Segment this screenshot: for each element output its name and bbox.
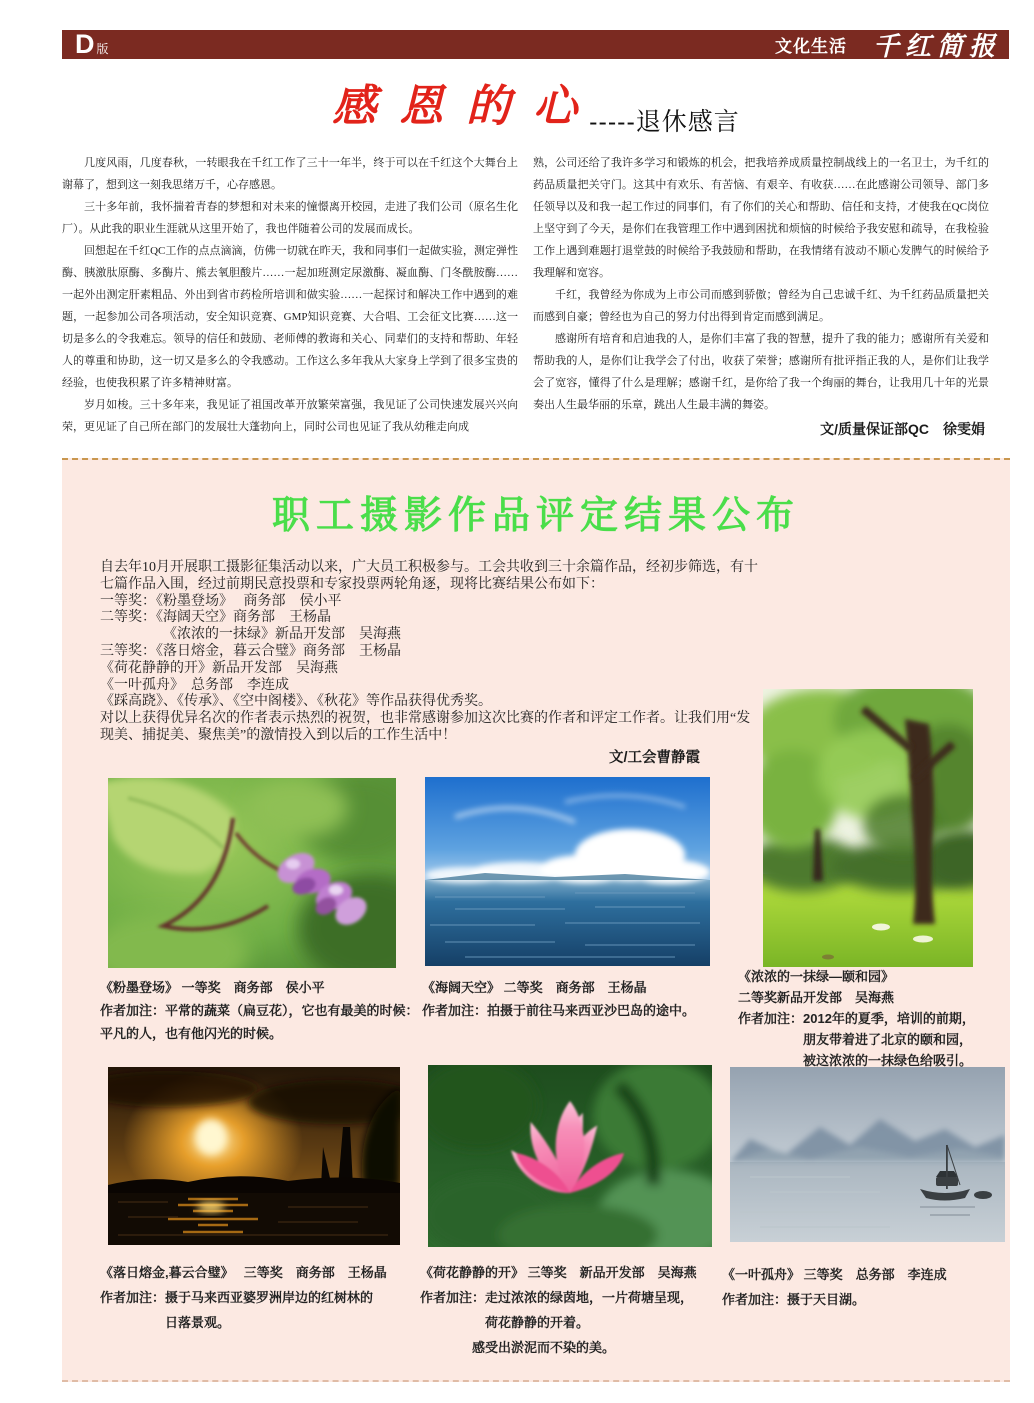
announcement-line: 《一叶孤舟》 总务部 李连成 xyxy=(100,677,289,693)
edition-letter: D xyxy=(75,29,95,59)
announcement-line: 七篇作品入围，经过前期民意投票和专家投票两轮角逐，现将比赛结果公布如下： xyxy=(100,576,604,592)
photo-3-park-tree xyxy=(763,689,973,967)
masthead-title: 千红简报 xyxy=(872,32,1001,62)
article1-title xyxy=(62,70,1010,134)
photo-5-lotus xyxy=(428,1065,712,1247)
announcement-line: 三等奖：《落日熔金，暮云合璧》商务部 王杨晶 xyxy=(100,643,401,659)
article-paragraph: 感谢所有培育和启迪我的人，是你们丰富了我的智慧，提升了我的能力；感谢所有关爱和帮助我的人，是你们让我学会了付出，收获了荣誉；感谢所有批评指正我的人，是你们让我学会了宽容，懂得了什么是理解；感谢千红，是你给了我一个绚丽的舞台，让我用几十年的光景奏出人生最华丽的乐章，跳出人生最丰满的舞姿。 xyxy=(533,333,989,411)
article1-left-column xyxy=(62,152,518,444)
photo-4-sunset xyxy=(108,1067,400,1245)
announcement-line: 对以上获得优异名次的作者表示热烈的祝贺，也非常感谢参加这次比赛的作者和评定工作者。让我们用“发 xyxy=(100,711,751,727)
caption-line: 作者加注：走过浓浓的绿茵地，一片荷塘呈现， xyxy=(420,1290,694,1305)
photo-5-caption xyxy=(420,1260,760,1360)
caption-line: 作者加注：摄于天目湖。 xyxy=(722,1292,866,1307)
announcement-line: 一等奖：《粉墨登场》 商务部 侯小平 xyxy=(100,593,342,609)
caption-line: 《荷花静静的开》 三等奖 新品开发部 吴海燕 xyxy=(420,1265,697,1280)
article2-byline: 文/工会曹静霞 xyxy=(608,750,700,766)
photo-6-lake-boat xyxy=(730,1067,1005,1242)
caption-line: 日落景观。 xyxy=(100,1315,231,1330)
caption-line: 《浓浓的一抹绿—颐和园》 xyxy=(738,969,895,984)
announcement-line: 自去年10月开展职工摄影征集活动以来，广大员工积极参与。工会共收到三十余篇作品，经初步筛选，有十 xyxy=(100,560,758,575)
caption-line: 被这浓浓的一抹绿色给吸引。 xyxy=(738,1053,973,1068)
announcement-line: 《荷花静静的开》新品开发部 吴海燕 xyxy=(100,660,338,676)
masthead-bar xyxy=(62,29,1009,62)
photo-1-purple-flower xyxy=(108,778,396,968)
caption-line: 荷花静静的开着。 xyxy=(420,1315,590,1330)
article1-byline: 文/质量保证部QC 徐雯娟 xyxy=(820,421,985,437)
caption-line: 作者加注：摄于马来西亚婆罗洲岸边的红树林的 xyxy=(100,1290,374,1305)
caption-line: 作者加注：2012年的夏季，培训的前期， xyxy=(738,1011,975,1026)
article-paragraph: 三十多年前，我怀揣着青春的梦想和对未来的憧憬离开校园，走进了我们公司（原名生化厂）。从此我的职业生涯就从这里开始了，我也伴随着公司的发展而成长。 xyxy=(62,201,518,235)
photo-4-caption xyxy=(100,1260,440,1335)
announcement-text xyxy=(100,560,760,745)
article2-title: 职工摄影作品评定结果公布 xyxy=(271,495,800,537)
photo-2-caption xyxy=(422,976,742,1022)
photo-3-caption xyxy=(738,966,1010,1071)
edition-word: 版 xyxy=(96,41,109,56)
caption-line: 《海阔天空》 二等奖 商务部 王杨晶 xyxy=(422,980,647,995)
caption-line: 《一叶孤舟》 三等奖 总务部 李连成 xyxy=(722,1267,947,1282)
photo-1-caption xyxy=(100,976,430,1045)
article1-subtitle: -----退休感言 xyxy=(589,108,740,136)
announcement-line: 《踩高跷》、《传承》、《空中阁楼》、《秋花》等作品获得优秀奖。 xyxy=(100,694,492,710)
caption-line: 《落日熔金,暮云合璧》 三等奖 商务部 王杨晶 xyxy=(100,1265,387,1280)
article1-right-column xyxy=(533,152,989,444)
article1-title-main: 感 恩 的 心 xyxy=(332,82,584,131)
section-name: 文化生活 xyxy=(774,37,847,56)
caption-line: 作者加注：拍摄于前往马来西亚沙巴岛的途中。 xyxy=(422,1003,696,1018)
announcement-line: 《浓浓的一抹绿》新品开发部 吴海燕 xyxy=(100,627,401,643)
caption-line: 朋友带着进了北京的颐和园， xyxy=(738,1032,973,1047)
article-paragraph: 千红，我曾经为你成为上市公司而感到骄傲；曾经为自己忠诚千红、为千红药品质量把关而感到自豪；曾经也为自己的努力付出得到肯定而感到满足。 xyxy=(533,289,989,323)
caption-line: 二等奖新品开发部 吴海燕 xyxy=(738,990,895,1005)
caption-line: 作者加注：平常的蔬菜（扁豆花），它也有最美的时候： xyxy=(100,1003,419,1018)
article-paragraph: 回想起在千红QC工作的点点滴滴，仿佛一切就在昨天，我和同事们一起做实验，测定弹性酶、胰激肽原酶、多酶片、熊去氧胆酸片……一起加班测定尿激酶、凝血酶、门冬酰胺酶……一起外出测定肝素粗品、外出到省市药检所培训和做实验……一起探讨和解决工作中遇到的难题，一起参加公司各项活动，安全知识竞赛、GMP知识竞赛、大合唱、工会征文比赛……这一切是多么的令我难忘。领导的信任和鼓励、老师傅的教诲和关心、同辈们的支持和帮助、年轻人的尊重和协助，这一切又是多么的令我感动。工作这么多年我从大家身上学到了很多宝贵的经验，也使我积累了许多精神财富。 xyxy=(62,245,518,389)
announcement-line: 二等奖：《海阔天空》商务部 王杨晶 xyxy=(100,610,331,626)
caption-line: 《粉墨登场》 一等奖 商务部 侯小平 xyxy=(100,980,325,995)
article-paragraph: 熟，公司还给了我许多学习和锻炼的机会，把我培养成质量控制战线上的一名卫士，为千红的药品质量把关守门。这其中有欢乐、有苦恼、有艰辛、有收获……在此感谢公司领导、部门多任领导以及和我一起工作过的同事们，有了你们的关心和帮助、信任和支持，才使我在QC岗位上坚守到了今天，是你们在我管理工作中遇到困扰和烦恼的时候给予我安慰和疏导，在我检验工作上遇到难题打退堂鼓的时候给予我鼓励和帮助，在我情绪有波动不顺心发脾气的时候给予我理解和宽容。 xyxy=(533,157,989,279)
caption-line: 感受出淤泥而不染的美。 xyxy=(420,1340,616,1355)
photo-2-sea-sky xyxy=(425,777,710,966)
photography-results-section xyxy=(62,458,1010,1382)
article-paragraph: 岁月如梭。三十多年来，我见证了祖国改革开放繁荣富强，我见证了公司快速发展兴兴向荣，更见证了自己所在部门的发展壮大蓬勃向上，同时公司也见证了我从幼稚走向成 xyxy=(62,399,518,433)
caption-line: 平凡的人，也有他闪光的时候。 xyxy=(100,1026,283,1041)
photo-6-caption xyxy=(722,1262,1010,1312)
announcement-line: 现美、捕捉美、聚焦美”的激情投入到以后的工作生活中！ xyxy=(100,727,457,743)
article-paragraph: 几度风雨，几度春秋，一转眼我在千红工作了三十一年半，终于可以在千红这个大舞台上谢幕了，想到这一刻我思绪万千，心存感恩。 xyxy=(62,157,518,191)
